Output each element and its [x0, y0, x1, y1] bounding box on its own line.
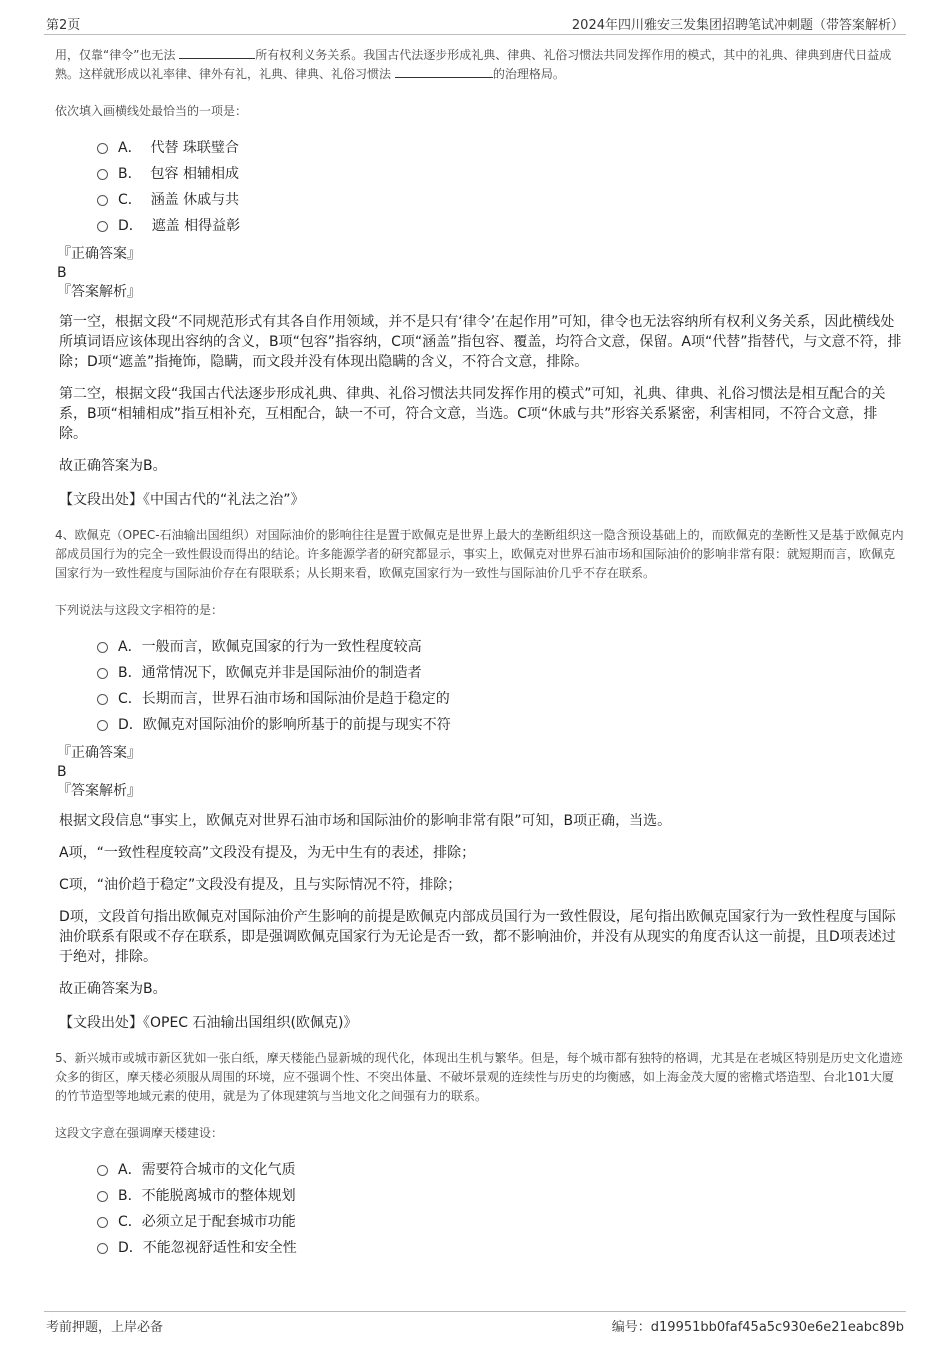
radio-icon[interactable]	[97, 720, 108, 731]
radio-icon[interactable]	[97, 221, 108, 232]
question-5-prompt: 这段文字意在强调摩天楼建设：	[55, 1126, 224, 1140]
question-4-text: 4、欧佩克（OPEC-石油输出国组织）对国际油价的影响往往是置于欧佩克是世界上最大的垄断组织这一隐含预设基础上的，而欧佩克的垄断性又是基于欧佩克内部成员国行为的完全一致性假设而得出的结论。许多能源学者的研究都显示，事实上，欧佩克对世界石油市场和国际油价的影响非常有限：就短期而言，欧佩克国家行为一致性程度与国际油价存在有限联系；从长期来看，欧佩克国家行为一致性与国际油价几乎不存在联系。	[55, 528, 904, 580]
question-4-options	[55, 633, 904, 737]
correct-answer-label: 『正确答案』	[57, 246, 141, 262]
page-header	[44, 12, 906, 35]
option-a[interactable]: A． 需要符合城市的文化气质	[97, 1156, 904, 1182]
analysis-conclusion: 故正确答案为B。	[59, 458, 167, 474]
radio-icon[interactable]	[97, 1191, 108, 1202]
option-c[interactable]: C． 涵盖 休戚与共	[97, 186, 904, 212]
document-title: 2024年四川雅安三发集团招聘笔试冲刺题（带答案解析）	[571, 18, 904, 33]
option-a[interactable]: A． 一般而言，欧佩克国家的行为一致性程度较高	[97, 633, 904, 659]
document-id: 编号：d19951bb0faf45a5c930e6e21eabc89b	[611, 1320, 904, 1335]
option-b[interactable]: B． 通常情况下，欧佩克并非是国际油价的制造者	[97, 659, 904, 685]
footer-slogan: 考前押题，上岸必备	[46, 1320, 164, 1335]
question-5-text: 5、新兴城市或城市新区犹如一张白纸，摩天楼能凸显新城的现代化，体现出生机与繁华。但是，每个城市都有独特的格调，尤其是在老城区特别是历史文化遗迹众多的街区，摩天楼必须服从周围的环境，应不强调个性、不突出体量、不破坏景观的连续性与历史的均衡感，如上海金茂大厦的密檐式塔造型、台北101大厦的竹节造型等地域元素的使用，就是为了体现建筑与当地文化之间强有力的联系。	[55, 1051, 903, 1103]
option-d[interactable]: D． 欧佩克对国际油价的影响所基于的前提与现实不符	[97, 711, 904, 737]
radio-icon[interactable]	[97, 642, 108, 653]
source-note: 【文段出处】《OPEC 石油输出国组织(欧佩克)》	[59, 1015, 358, 1031]
radio-icon[interactable]	[97, 1165, 108, 1176]
option-b[interactable]: B． 包容 相辅相成	[97, 160, 904, 186]
option-b[interactable]: B． 不能脱离城市的整体规划	[97, 1182, 904, 1208]
analysis-label: 『答案解析』	[57, 284, 141, 300]
blank-1	[179, 46, 255, 59]
source-note: 【文段出处】《中国古代的“礼法之治”》	[59, 492, 305, 508]
analysis-paragraph: C项，“油价趋于稳定”文段没有提及，且与实际情况不符，排除；	[59, 877, 462, 893]
blank-2	[395, 65, 493, 78]
question-3-options	[55, 134, 904, 238]
option-d[interactable]: D． 不能忽视舒适性和安全性	[97, 1234, 904, 1260]
question-5-options	[55, 1156, 904, 1260]
radio-icon[interactable]	[97, 1243, 108, 1254]
correct-answer-value: B	[57, 265, 67, 281]
correct-answer-label: 『正确答案』	[57, 745, 141, 761]
question-4-prompt: 下列说法与这段文字相符的是：	[55, 603, 224, 617]
page-content	[55, 46, 904, 1266]
question-3-prompt: 依次填入画横线处最恰当的一项是：	[55, 104, 248, 118]
page-footer	[44, 1311, 906, 1338]
option-c[interactable]: C． 长期而言，世界石油市场和国际油价是趋于稳定的	[97, 685, 904, 711]
radio-icon[interactable]	[97, 195, 108, 206]
radio-icon[interactable]	[97, 143, 108, 154]
option-a[interactable]: A． 代替 珠联璧合	[97, 134, 904, 160]
analysis-paragraph: 第二空，根据文段“我国古代法逐步形成礼典、律典、礼俗习惯法共同发挥作用的模式”可知，礼典、律典、礼俗习惯法是相互配合的关系，B项“相辅相成”指互相补充，互相配合，缺一不可，符合文意，当选。C项“休戚与共”形容关系紧密，利害相同，不符合文意，排除。	[59, 386, 886, 442]
question-3-text: 用，仅靠“律令”也无法 所有权利义务关系。我国古代法逐步形成礼典、律典、礼俗习惯法共同发挥作用的模式，其中的礼典、律典到唐代日益成熟。这样就形成以礼率律、律外有礼，礼典、律典、礼俗习惯法 的治理格局。	[55, 48, 892, 81]
radio-icon[interactable]	[97, 169, 108, 180]
analysis-paragraph: 第一空，根据文段“不同规范形式有其各自作用领域，并不是只有‘律令’在起作用”可知，律令也无法容纳所有权利义务关系，因此横线处所填词语应该体现出容纳的含义，B项“包容”指容纳，C项“涵盖”指包容、覆盖，均符合文意，保留。A项“代替”指替代，与文意不符，排除；D项“遮盖”指掩饰，隐瞒，而文段并没有体现出隐瞒的含义，不符合文意，排除。	[59, 314, 902, 370]
analysis-paragraph: A项，“一致性程度较高”文段没有提及，为无中生有的表述，排除；	[59, 845, 476, 861]
page-number: 第2页	[46, 18, 81, 33]
radio-icon[interactable]	[97, 694, 108, 705]
correct-answer-value: B	[57, 764, 67, 780]
analysis-label: 『答案解析』	[57, 783, 141, 799]
option-c[interactable]: C． 必须立足于配套城市功能	[97, 1208, 904, 1234]
radio-icon[interactable]	[97, 668, 108, 679]
radio-icon[interactable]	[97, 1217, 108, 1228]
analysis-paragraph: 根据文段信息“事实上，欧佩克对世界石油市场和国际油价的影响非常有限”可知，B项正确，当选。	[59, 813, 672, 829]
analysis-conclusion: 故正确答案为B。	[59, 981, 167, 997]
option-d[interactable]: D． 遮盖 相得益彰	[97, 212, 904, 238]
analysis-paragraph: D项，文段首句指出欧佩克对国际油价产生影响的前提是欧佩克内部成员国行为一致性假设，尾句指出欧佩克国家行为一致性程度与国际油价联系有限或不存在联系，即是强调欧佩克国家行为无论是否一致，都不影响油价，并没有从现实的角度否认这一前提，且D项表述过于绝对，排除。	[59, 909, 896, 965]
